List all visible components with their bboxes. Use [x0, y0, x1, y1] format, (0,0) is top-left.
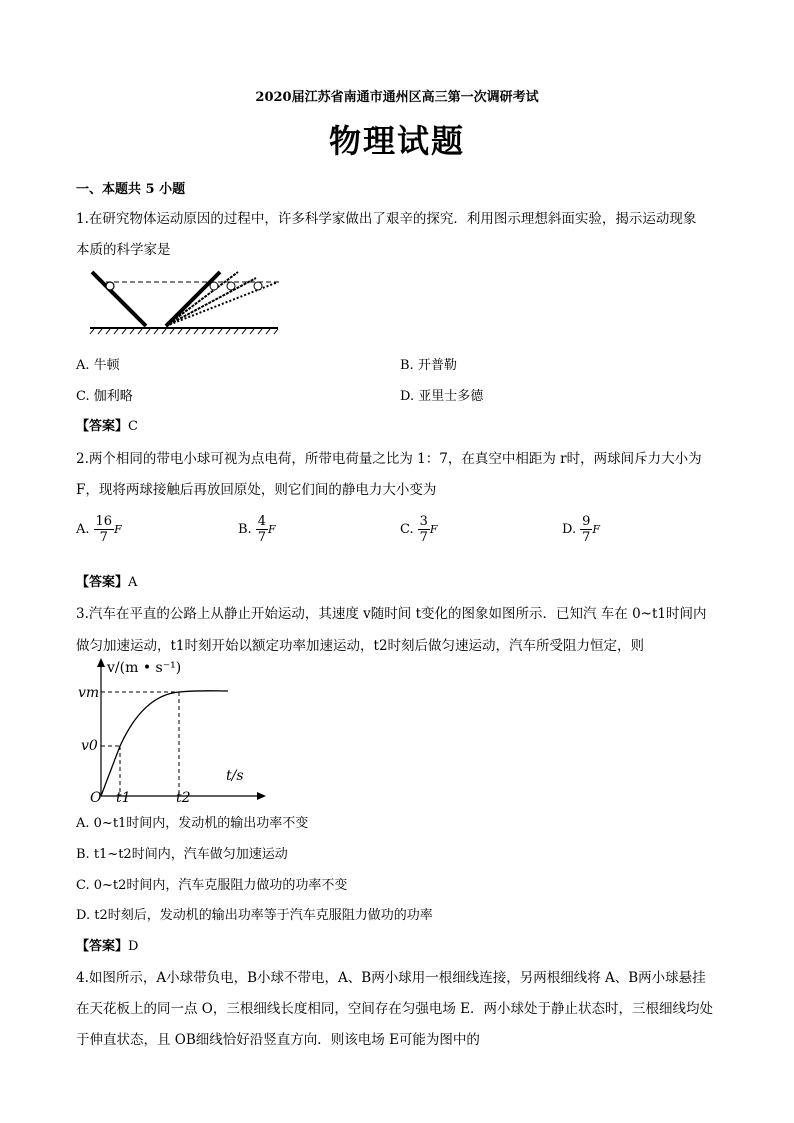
q1-option-c[interactable]: C. 伽利略: [76, 389, 133, 404]
q2-text-line2: F，现将两球接触后再放回原处，则它们间的静电力大小变为: [76, 482, 437, 498]
q4-text-line3: 于伸直状态，且 OB细线恰好沿竖直方向．则该电场 E可能为图中的: [76, 1032, 480, 1048]
graph-v0-label: v0: [81, 738, 98, 754]
exam-subtitle: 2020届江苏省南通市通州区高三第一次调研考试: [255, 90, 539, 105]
graph-x-label: t/s: [226, 768, 244, 784]
q2-option-d[interactable]: D. $\frac{9}{7}$ F: [562, 514, 601, 545]
q2-answer: 【答案】A: [76, 575, 138, 590]
q3-text-line1: 3.汽车在平直的公路上从静止开始运动，其速度 v随时间 t变化的图象如图所示．已知汽 车在 0~t1时间内: [76, 606, 707, 622]
graph-y-label: v/(m • s⁻¹): [107, 660, 182, 676]
q2-option-b[interactable]: B. $\frac{4}{7}$ F: [238, 514, 276, 545]
q2-option-a[interactable]: A. $\frac{16}{7}$ F: [76, 514, 122, 545]
q4-text-line2: 在天花板上的同一点 O，三根细线长度相同，空间存在匀强电场 E．两小球处于静止状态时，三根细线均处: [76, 1001, 714, 1017]
graph-vm-label: vm: [78, 685, 100, 701]
section-heading: 一、本题共 5 小题: [76, 182, 186, 197]
inclined-plane-figure: [88, 268, 288, 336]
q1-text-line2: 本质的科学家是: [76, 242, 171, 258]
q1-option-b[interactable]: B. 开普勒: [400, 358, 457, 373]
q1-option-a[interactable]: A. 牛顿: [76, 358, 120, 373]
q3-option-d[interactable]: D. t2时刻后，发动机的输出功率等于汽车克服阻力做功的功率: [76, 908, 433, 923]
q2-option-c[interactable]: C. $\frac{3}{7}$ F: [400, 514, 438, 545]
q3-option-b[interactable]: B. t1~t2时间内，汽车做匀加速运动: [76, 847, 288, 862]
graph-origin-label: O: [90, 790, 102, 806]
graph-t1-label: t1: [116, 790, 131, 806]
q3-option-c[interactable]: C. 0~t2时间内，汽车克服阻力做功的功率不变: [76, 878, 348, 893]
q3-option-a[interactable]: A. 0~t1时间内，发动机的输出功率不变: [76, 816, 309, 831]
velocity-time-graph: [76, 656, 276, 806]
page-title: 物理试题: [328, 122, 465, 160]
graph-t2-label: t2: [176, 790, 191, 806]
q1-answer: 【答案】C: [76, 419, 138, 434]
q2-text-line1: 2.两个相同的带电小球可视为点电荷，所带电荷量之比为 1：7，在真空中相距为 r时，两球间斥力大小为: [76, 451, 702, 467]
q1-text-line1: 1.在研究物体运动原因的过程中，许多科学家做出了艰辛的探究．利用图示理想斜面实验，揭示运动现象: [76, 211, 697, 227]
q3-answer: 【答案】D: [76, 939, 139, 954]
q3-text-line2: 做匀加速运动，t1时刻开始以额定功率加速运动，t2时刻后做匀速运动，汽车所受阻力恒定，则: [76, 638, 645, 654]
q4-text-line1: 4.如图所示，A小球带负电，B小球不带电，A、B两小球用一根细线连接，另两根细线将 A、B两小球悬挂: [76, 970, 706, 986]
q1-option-d[interactable]: D. 亚里士多德: [400, 389, 484, 404]
